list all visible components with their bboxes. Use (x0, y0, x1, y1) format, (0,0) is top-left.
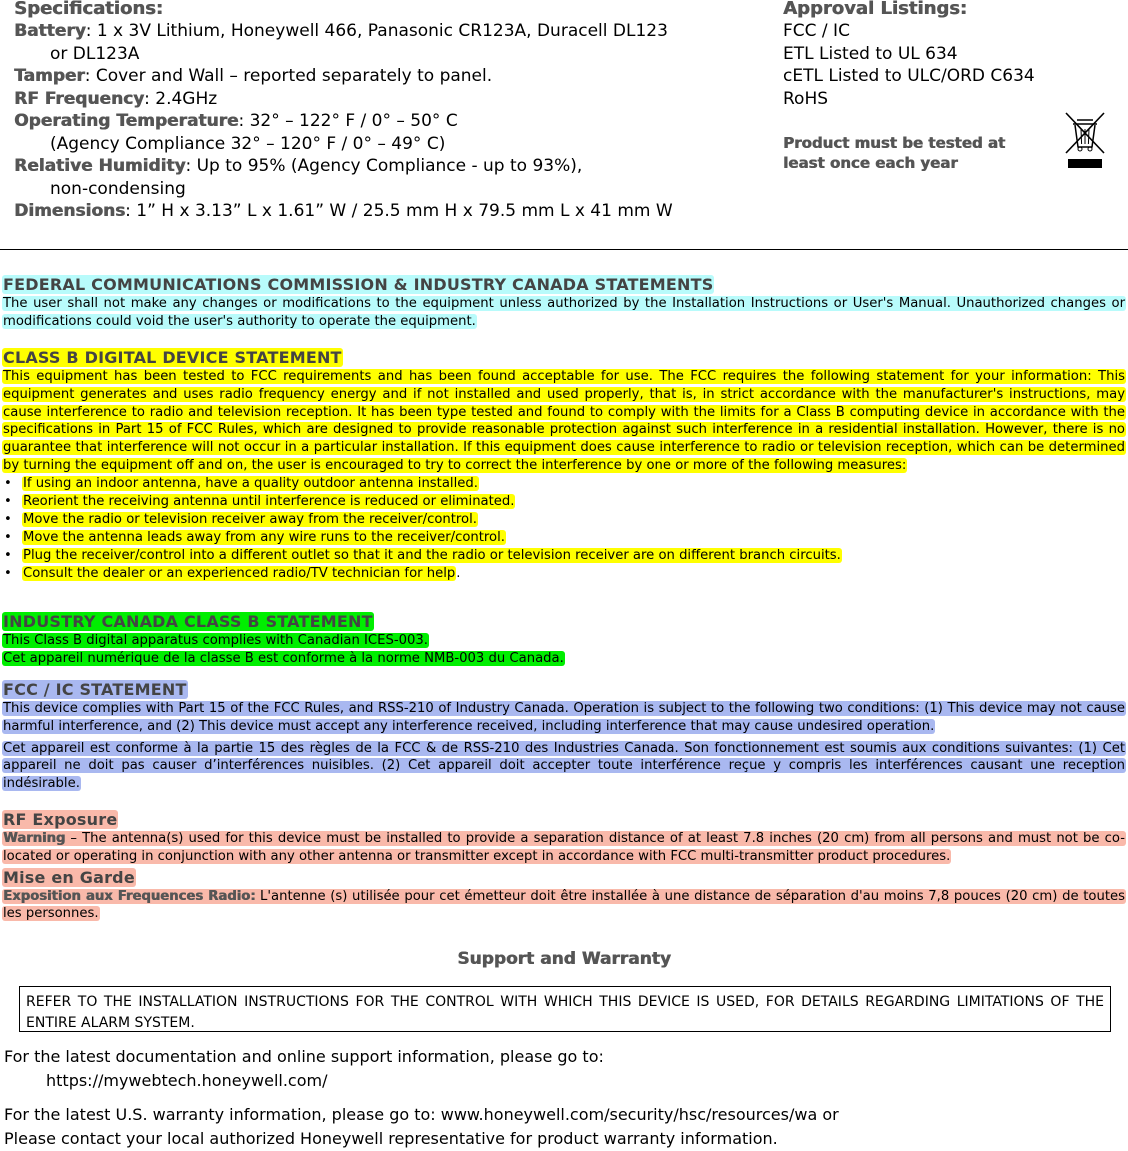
fcc-ic-statement-heading-wrap (2, 680, 1126, 700)
rf-exposure-warning-text: – The antenna(s) used for this device must be installed to provide a separation distance of at least 7.8 inches (20 cm) from all persons and must not be co-located or operating in conjunction with any other antenna or transmitter except in accordance with FCC multi-transmitter product procedures. (3, 831, 1125, 864)
spec-operating-temperature (14, 110, 734, 133)
class-b-bullet-2: Reorient the receiving antenna until interference is reduced or eliminated. (23, 493, 515, 509)
spec-relative-humidity-value: : Up to 95% (Agency Compliance - up to 93%), (185, 156, 583, 176)
class-b-heading-wrap (2, 348, 1126, 368)
support-title: Support and Warranty (457, 949, 671, 969)
fcc-ic-statement-en-wrap (2, 700, 1126, 736)
list-item (2, 565, 1126, 583)
spec-tamper-label: Tamper (14, 66, 85, 86)
spec-battery-label: Battery (14, 21, 86, 41)
doc-text: For the latest documentation and online support information, please go to: (4, 1047, 604, 1066)
spec-dimensions (14, 200, 734, 223)
list-item (2, 547, 1126, 565)
section-divider (0, 249, 1128, 250)
spec-relative-humidity-label: Relative Humidity (14, 156, 186, 176)
spec-operating-temperature-cont: (Agency Compliance 32° – 120° F / 0° – 49° C) (50, 133, 446, 154)
class-b-section (2, 348, 1126, 583)
fcc-ic-body: The user shall not make any changes or modifications to the equipment unless authorized by the Installation Instructions or User's Manual. Unauthorized changes or modifications could void the user's authority to operate the equipment. (3, 296, 1125, 329)
fcc-ic-statement-title: FCC / IC STATEMENT (3, 680, 187, 699)
spec-dimensions-value: : 1” H x 3.13” L x 1.61” W / 25.5 mm H x 79.5 mm L x 41 mm W (125, 201, 673, 221)
industry-canada-heading-wrap (2, 612, 1126, 632)
specifications-block (14, 0, 734, 223)
list-item (2, 475, 1126, 493)
industry-canada-line1: This Class B digital apparatus complies with Canadian ICES-003. (3, 633, 428, 648)
class-b-measures (2, 475, 1126, 583)
class-b-bullet-4: Move the antenna leads away from any wire runs to the receiver/control. (23, 529, 505, 545)
rf-exposure-warning-wrap (2, 830, 1126, 866)
fcc-ic-heading-wrap (2, 275, 1126, 295)
approvals-title: Approval Listings: (783, 0, 967, 19)
industry-canada-title: INDUSTRY CANADA CLASS B STATEMENT (3, 612, 373, 631)
spec-rf-frequency (14, 88, 734, 111)
industry-canada-section (2, 612, 1126, 668)
approval-item-cetl: cETL Listed to ULC/ORD C634 (783, 66, 1035, 86)
approvals-block (783, 0, 1113, 110)
rf-exposure-warning-label: Warning (3, 831, 66, 846)
class-b-body-wrap (2, 368, 1126, 475)
list-item (2, 511, 1126, 529)
industry-canada-line1-wrap (2, 632, 1126, 650)
spec-rf-frequency-label: RF Frequency (14, 88, 145, 109)
fcc-ic-statement-fr-wrap (2, 740, 1126, 793)
fcc-ic-statement-fr: Cet appareil est conforme à la partie 15 des règles de la FCC & de RSS-210 des Industries Canada. Son fonctionnement est soumis aux conditions suivantes: (1) Cet appareil ne doit pas causer d’interférences nuisibles. (2) Cet appareil doit accepter toute interférence reçue y compris les interférences causant une reception indésirable. (3, 740, 1125, 792)
class-b-body: This equipment has been tested to FCC requirements and has been found acceptable for use. The FCC requires the following statement for your information: This equipment generates and uses radio frequency energy and if not installed and used properly, that is, in strict accordance with the manufacturer's instructions, may cause interference to radio and television reception. It has been type tested and found to comply with the limits for a Class B computing device in accordance with the specifications in Part 15 of FCC Rules, which are designed to provide reasonable protection against such interference in a residential installation. However, there is no guarantee that interference will not occur in a particular installation. If this equipment does cause interference to radio or television reception, which can be determined by turning the equipment off and on, the user is encouraged to try to correct the interference by one or more of the following measures: (3, 369, 1125, 473)
limitations-notice: REFER TO THE INSTALLATION INSTRUCTIONS FOR THE CONTROL WITH WHICH THIS DEVICE IS USED, FOR DETAILS REGARDING LIMITATIONS OF THE ENTIRE ALARM SYSTEM. (19, 986, 1111, 1032)
spec-battery-cont: or DL123A (50, 43, 140, 64)
spec-tamper (14, 65, 734, 88)
class-b-bullet-5: Plug the receiver/control into a different outlet so that it and the radio or television receiver are on different branch circuits. (23, 547, 841, 563)
mise-en-garde-body (2, 889, 1126, 922)
class-b-bullet-6: Consult the dealer or an experienced radio/TV technician for help (23, 565, 456, 581)
spec-relative-humidity-cont: non-condensing (50, 178, 186, 199)
approval-item-etl: ETL Listed to UL 634 (783, 43, 958, 64)
spec-dimensions-label: Dimensions (14, 201, 126, 221)
class-b-bullet-3: Move the radio or television receiver away from the receiver/control. (23, 511, 477, 527)
industry-canada-line2: Cet appareil numérique de la classe B est conforme à la norme NMB-003 du Canada. (3, 650, 564, 666)
mise-en-garde-title: Mise en Garde (3, 867, 135, 887)
class-b-bullet-1: If using an indoor antenna, have a quality outdoor antenna installed. (23, 475, 478, 491)
specifications-title: Specifications: (14, 0, 163, 19)
mise-en-garde-label: Exposition aux Frequences Radio: (3, 888, 256, 904)
fcc-ic-body-wrap (2, 295, 1126, 331)
contact-text: Please contact your local authorized Honeywell representative for product warranty information. (4, 1129, 778, 1148)
spec-battery (14, 20, 734, 43)
fcc-ic-section (2, 275, 1126, 331)
rf-exposure-section (2, 810, 1126, 923)
fcc-ic-statement-section (2, 680, 1126, 793)
mise-en-garde-text: L'antenne (s) utilisée pour cet émetteur doit être installée à une distance de séparation d'au moins 7,8 pouces (20 cm) de toutes les personnes. (3, 888, 1125, 922)
rf-exposure-heading-wrap (2, 810, 1126, 830)
spec-operating-temperature-value: : 32° – 122° F / 0° – 50° C (238, 111, 458, 131)
spec-relative-humidity (14, 155, 734, 178)
mise-en-garde-body-wrap (2, 888, 1126, 924)
rf-exposure-warning (2, 831, 1126, 864)
class-b-title: CLASS B DIGITAL DEVICE STATEMENT (3, 348, 342, 367)
test-note-line2: least once each year (783, 154, 958, 172)
test-note-line1: Product must be tested at (783, 134, 1006, 152)
fcc-ic-statement-en: This device complies with Part 15 of the FCC Rules, and RSS-210 of Industry Canada. Operation is subject to the following two conditions: (1) This device may not cause harmful interference, and (2) This device must accept any interference received, including interference that may cause undesired operation. (3, 701, 1125, 734)
spec-rf-frequency-value: : 2.4GHz (144, 88, 218, 109)
crossed-out-bin-icon (1064, 111, 1106, 171)
industry-canada-line2-wrap (2, 650, 1126, 668)
approval-item-fcc-ic: FCC / IC (783, 21, 850, 41)
mise-en-garde-heading-wrap (2, 868, 1126, 888)
spec-tamper-value: : Cover and Wall – reported separately to panel. (84, 66, 493, 86)
list-item (2, 529, 1126, 547)
test-note (783, 133, 1005, 173)
support-links (4, 1045, 1114, 1151)
fcc-ic-title: FEDERAL COMMUNICATIONS COMMISSION & INDUSTRY CANADA STATEMENTS (3, 275, 714, 294)
doc-url-link[interactable]: https://mywebtech.honeywell.com/ (46, 1071, 328, 1090)
spec-operating-temperature-label: Operating Temperature (14, 111, 239, 131)
spec-battery-value: : 1 x 3V Lithium, Honeywell 466, Panasonic CR123A, Duracell DL123 (85, 21, 668, 41)
approval-item-rohs: RoHS (783, 88, 829, 109)
list-item (2, 493, 1126, 511)
rf-exposure-title: RF Exposure (3, 810, 118, 829)
class-b-bullet-6-tail: . (456, 565, 461, 581)
warranty-text: For the latest U.S. warranty information, please go to: www.honeywell.com/security/hsc/resources/wa or (4, 1105, 839, 1124)
